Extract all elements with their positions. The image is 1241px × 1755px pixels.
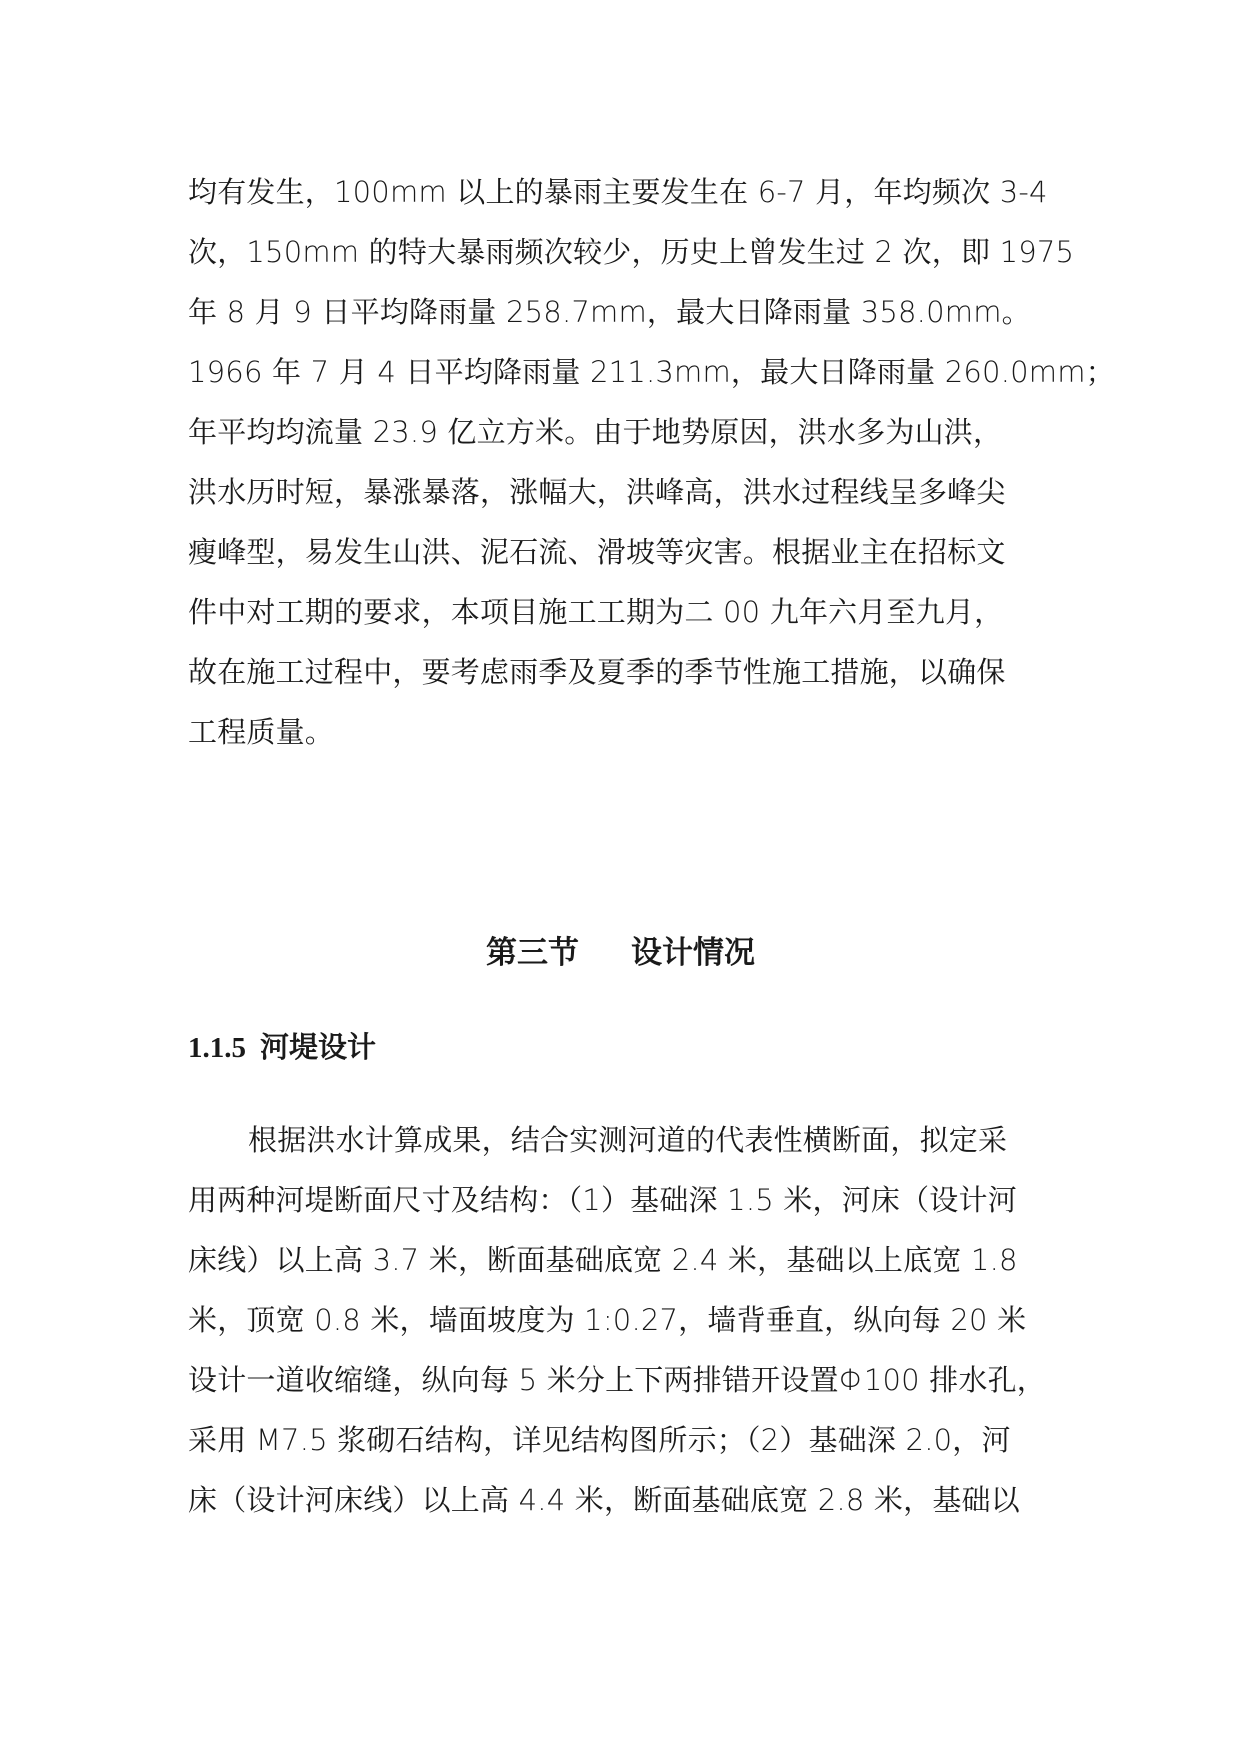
paragraph-line: 故在施工过程中，要考虑雨季及夏季的季节性施工措施，以确保 [188, 655, 1006, 689]
paragraph-line: 件中对工期的要求，本项目施工工期为二 00 九年六月至九月， [188, 595, 1004, 629]
section-number: 第三节 [486, 935, 579, 971]
paragraph-line: 均有发生，100mm 以上的暴雨主要发生在 6-7 月，年均频次 3-4 [188, 175, 1048, 209]
paragraph-line: 采用 M7.5 浆砌石结构，详见结构图所示；（2）基础深 2.0，河 [188, 1423, 1011, 1457]
paragraph-line: 根据洪水计算成果，结合实测河道的代表性横断面，拟定采 [248, 1123, 1008, 1157]
paragraph-line: 床（设计河床线）以上高 4.4 米，断面基础底宽 2.8 米，基础以 [188, 1483, 1020, 1517]
paragraph-line: 床线）以上高 3.7 米，断面基础底宽 2.4 米，基础以上底宽 1.8 [188, 1243, 1018, 1277]
subsection-heading [188, 1027, 376, 1068]
paragraph-line: 瘦峰型，易发生山洪、泥石流、滑坡等灾害。根据业主在招标文 [188, 535, 1006, 569]
paragraph-line: 设计一道收缩缝，纵向每 5 米分上下两排错开设置Φ100 排水孔， [188, 1363, 1047, 1397]
paragraph-line: 用两种河堤断面尺寸及结构：（1）基础深 1.5 米，河床（设计河 [188, 1183, 1017, 1217]
paragraph-line: 年平均均流量 23.9 亿立方米。由于地势原因，洪水多为山洪， [188, 415, 1003, 449]
subsection-title: 河堤设计 [260, 1030, 377, 1064]
paragraph-line: 年 8 月 9 日平均降雨量 258.7mm，最大日降雨量 358.0mm。 [188, 295, 1031, 329]
section-name: 设计情况 [631, 935, 755, 971]
paragraph-line: 米，顶宽 0.8 米，墙面坡度为 1:0.27，墙背垂直，纵向每 20 米 [188, 1303, 1027, 1337]
subsection-number: 1.1.5 [188, 1032, 246, 1064]
paragraph-line: 1966 年 7 月 4 日平均降雨量 211.3mm，最大日降雨量 260.0mm； [188, 355, 1115, 389]
paragraph-line: 次，150mm 的特大暴雨频次较少，历史上曾发生过 2 次，即 1975 [188, 235, 1075, 269]
paragraph-line: 工程质量。 [188, 715, 335, 749]
paragraph-line: 洪水历时短，暴涨暴落，涨幅大，洪峰高，洪水过程线呈多峰尖 [188, 475, 1006, 509]
section-title [0, 933, 1241, 973]
